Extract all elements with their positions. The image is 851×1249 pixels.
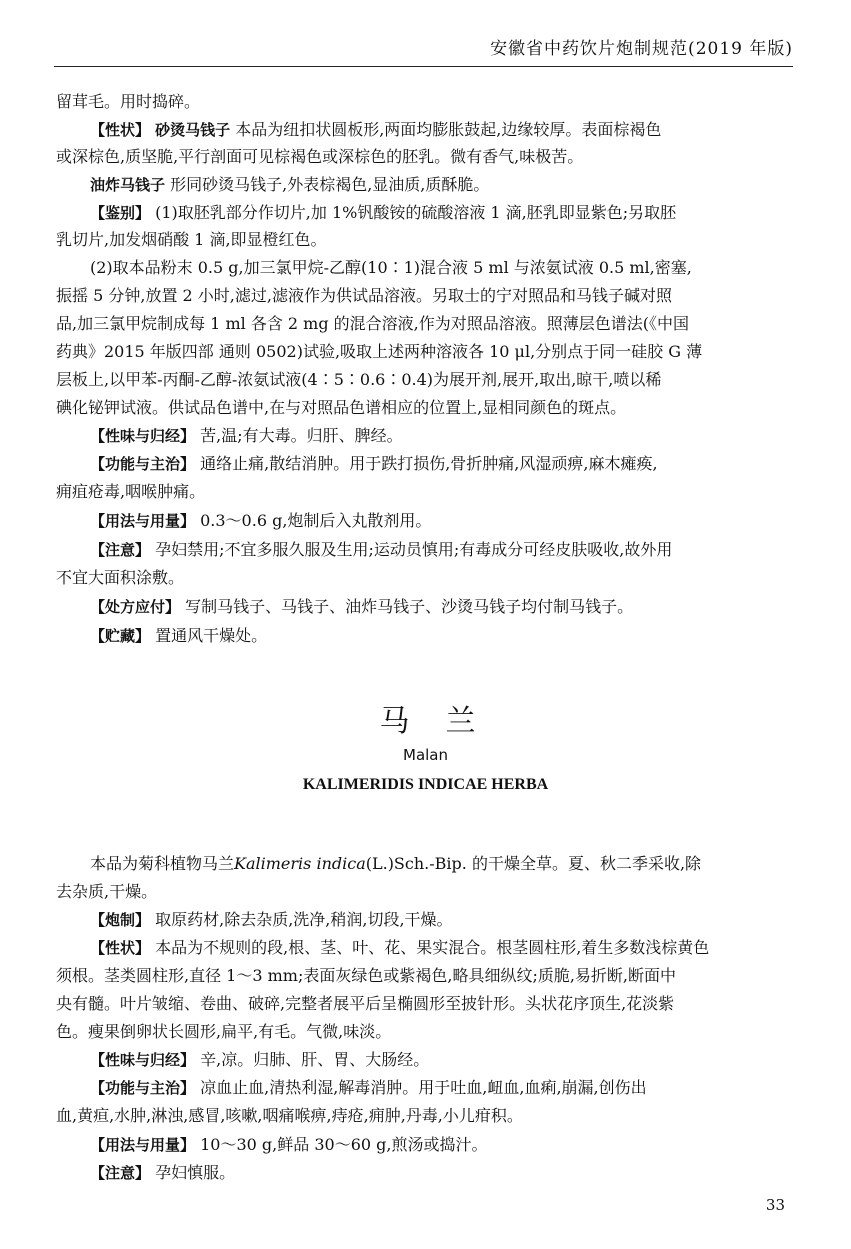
paragraph-xingwei: 【性味与归经】 苦,温;有大毒。归肝、脾经。: [90, 426, 403, 445]
paragraph-yongfa: 【用法与用量】 0.3～0.6 g,炮制后入丸散剂用。: [90, 511, 432, 530]
paragraph-xingzhuang: 【性状】 砂烫马钱子 本品为纽扣状圆板形,两面均膨胀鼓起,边缘较厚。表面棕褐色: [90, 120, 662, 139]
label-paozhi: 【炮制】: [90, 911, 151, 929]
paragraph-line: 碘化铋钾试液。供试品色谱中,在与对照品色谱相应的位置上,显相同颜色的斑点。: [56, 398, 627, 417]
label-xingwei-2: 【性味与归经】: [90, 1051, 196, 1069]
paragraph-line: 振摇 5 分钟,放置 2 小时,滤过,滤液作为供试品溶液。另取士的宁对照品和马钱子碱对照: [56, 286, 672, 305]
monograph-latin-name: KALIMERIDIS INDICAE HERBA: [302, 776, 549, 793]
label-zhuyi: 【注意】: [90, 541, 151, 559]
label-gongneng: 【功能与主治】: [90, 455, 196, 473]
label-xingzhuang-2: 【性状】: [90, 939, 151, 957]
running-header: [54, 30, 793, 67]
sublabel-youzha: 油炸马钱子: [90, 176, 166, 194]
paragraph-chufang: 【处方应付】 写制马钱子、马钱子、油炸马钱子、沙烫马钱子均付制马钱子。: [90, 597, 634, 616]
paragraph-paozhi: 【炮制】 取原药材,除去杂质,洗净,稍润,切段,干燥。: [90, 910, 453, 929]
paragraph-zhuyi-2: 【注意】 孕妇慎服。: [90, 1163, 236, 1182]
label-gongneng-2: 【功能与主治】: [90, 1079, 196, 1097]
paragraph-jianbie: 【鉴别】 (1)取胚乳部分作切片,加 1%钒酸铵的硫酸溶液 1 滴,胚乳即显紫色;另取胚: [90, 203, 677, 222]
label-xingzhuang: 【性状】: [90, 121, 151, 139]
paragraph-gongneng-2: 【功能与主治】 凉血止血,清热利湿,解毒消肿。用于吐血,衄血,血痢,崩漏,创伤出: [90, 1078, 647, 1097]
label-chufang: 【处方应付】: [90, 598, 181, 616]
header-title: 安徽省中药饮片炮制规范(2019 年版): [490, 39, 793, 59]
paragraph-gongneng: 【功能与主治】 通络止痛,散结消肿。用于跌打损伤,骨折肿痛,风湿顽痹,麻木瘫痪,: [90, 454, 658, 473]
species-name: Kalimeris indica: [234, 854, 366, 873]
paragraph-line: 去杂质,干燥。: [56, 882, 158, 901]
paragraph-youzha: 油炸马钱子 形同砂烫马钱子,外表棕褐色,显油质,质酥脆。: [90, 175, 490, 194]
paragraph-xingzhuang-2: 【性状】 本品为不规则的段,根、茎、叶、花、果实混合。根茎圆柱形,着生多数浅棕黄色: [90, 938, 710, 957]
paragraph-line: 层板上,以甲苯-丙酮-乙醇-浓氨试液(4∶5∶0.6∶0.4)为展开剂,展开,取出,晾干,喷以稀: [56, 370, 662, 389]
label-xingwei: 【性味与归经】: [90, 427, 196, 445]
label-zhucang: 【贮藏】: [90, 627, 151, 645]
paragraph-line: 痈疽疮毒,咽喉肿痛。: [56, 482, 206, 501]
paragraph-jianbie-2: (2)取本品粉末 0.5 g,加三氯甲烷-乙醇(10∶1)混合液 5 ml 与浓氨试液 0.5 ml,密塞,: [90, 258, 692, 277]
paragraph-zhuyi: 【注意】 孕妇禁用;不宜多服久服及生用;运动员慎用;有毒成分可经皮肤吸收,故外用: [90, 540, 673, 559]
paragraph-continuation: 留茸毛。用时捣碎。: [56, 92, 201, 111]
label-zhuyi-2: 【注意】: [90, 1164, 151, 1182]
paragraph-line: 须根。茎类圆柱形,直径 1～3 mm;表面灰绿色或紫褐色,略具细纵纹;质脆,易折断,断面中: [56, 966, 677, 985]
paragraph-line: 央有髓。叶片皱缩、卷曲、破碎,完整者展平后呈椭圆形至披针形。头状花序顶生,花淡紫: [56, 994, 675, 1013]
paragraph-line: 乳切片,加发烟硝酸 1 滴,即显橙红色。: [56, 230, 327, 249]
paragraph-yongfa-2: 【用法与用量】 10～30 g,鲜品 30～60 g,煎汤或捣汁。: [90, 1135, 488, 1154]
paragraph-line: 不宜大面积涂敷。: [56, 568, 185, 587]
paragraph-zhucang: 【贮藏】 置通风干燥处。: [90, 626, 268, 645]
label-yongfa: 【用法与用量】: [90, 512, 196, 530]
monograph-title: 马兰: [379, 704, 512, 739]
paragraph-line: 药典》2015 年版四部 通则 0502)试验,吸取上述两种溶液各 10 μl,分别点于同一硅胶 G 薄: [56, 342, 703, 361]
page-number: 33: [765, 1196, 785, 1214]
paragraph-line: 色。瘦果倒卵状长圆形,扁平,有毛。气微,味淡。: [56, 1022, 392, 1041]
sublabel-shatang: 砂烫马钱子: [155, 121, 231, 139]
paragraph-xingwei-2: 【性味与归经】 辛,凉。归肺、肝、胃、大肠经。: [90, 1050, 430, 1069]
monograph-pinyin: Malan: [403, 746, 448, 764]
label-yongfa-2: 【用法与用量】: [90, 1136, 196, 1154]
paragraph-line: 血,黄疸,水肿,淋浊,感冒,咳嗽,咽痛喉痹,痔疮,痈肿,丹毒,小儿疳积。: [56, 1106, 523, 1125]
label-jianbie: 【鉴别】: [90, 204, 151, 222]
paragraph-line: 或深棕色,质坚脆,平行剖面可见棕褐色或深棕色的胚乳。微有香气,味极苦。: [56, 147, 584, 166]
paragraph-intro: 本品为菊科植物马兰Kalimeris indica(L.)Sch.-Bip. 的干燥全草。夏、秋二季采收,除: [90, 854, 702, 873]
paragraph-line: 品,加三氯甲烷制成每 1 ml 各含 2 mg 的混合溶液,作为对照品溶液。照薄层色谱法(《中国: [56, 314, 689, 333]
